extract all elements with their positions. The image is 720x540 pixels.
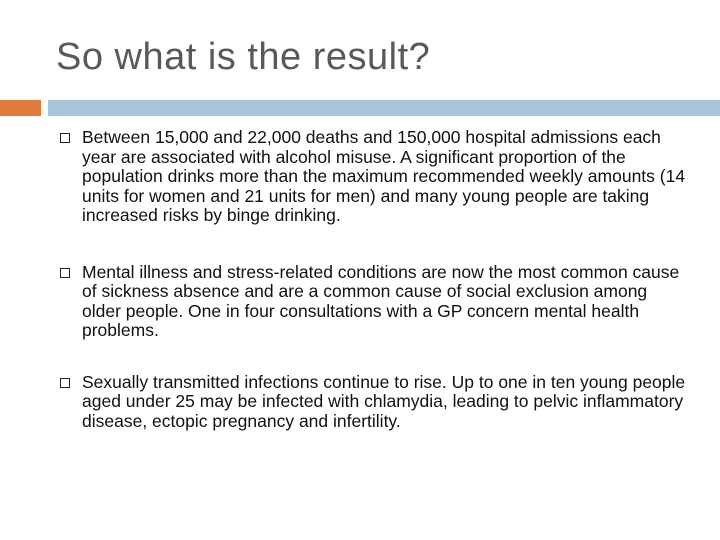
bullet-item-alcohol	[60, 128, 690, 226]
square-outline-icon	[60, 378, 70, 388]
title-accent-bar	[0, 100, 41, 116]
square-outline-icon	[60, 268, 70, 278]
bullet-list	[60, 128, 690, 431]
slide-title: So what is the result?	[56, 36, 431, 78]
bullet-text: Mental illness and stress-related conditions are now the most common cause of sickness absence and are a common cause of social exclusion among older people. One in four consultations with a GP concern mental health problems.	[82, 261, 680, 340]
bullet-text: Between 15,000 and 22,000 deaths and 150,000 hospital admissions each year are associated with alcohol misuse. A significant proportion of the population drinks more than the maximum recommended weekly amounts (14 units for women and 21 units for men) and many young people are taking increased risks by binge drinking.	[82, 127, 686, 225]
bullet-item-mental-health	[60, 263, 690, 341]
title-underline-bar	[48, 100, 720, 116]
bullet-text: Sexually transmitted infections continue to rise. Up to one in ten young people aged under 25 may be infected with chlamydia, leading to pelvic inflammatory disease, ectopic pregnancy and infertility.	[82, 371, 686, 431]
bullet-item-sexual-health	[60, 373, 690, 432]
square-outline-icon	[60, 133, 70, 143]
